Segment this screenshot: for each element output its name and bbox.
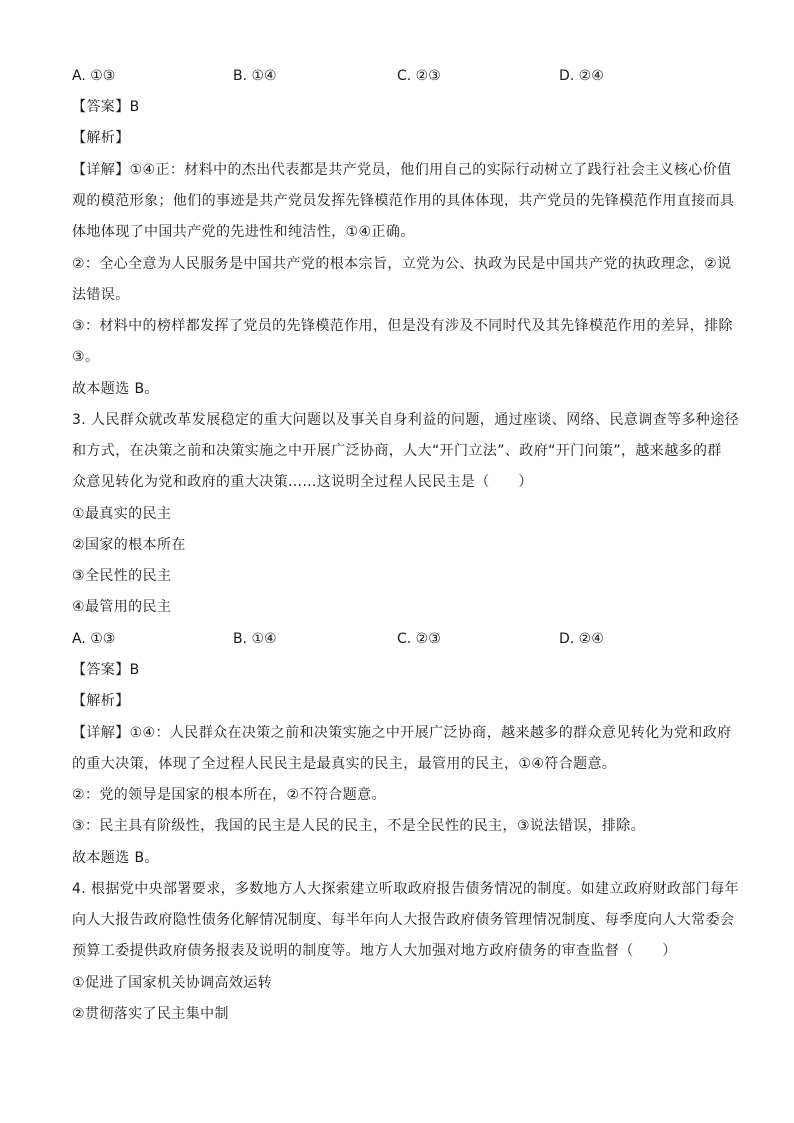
q2-option-c: C. ②③ bbox=[397, 68, 441, 84]
answer-label: 【答案】 bbox=[72, 99, 130, 115]
answer-value: B bbox=[129, 662, 140, 678]
q3-point2: ②：党的领导是国家的根本所在，②不符合题意。 bbox=[72, 787, 386, 803]
q3-option-c: C. ②③ bbox=[397, 631, 441, 647]
q3-option-d: D. ②④ bbox=[559, 631, 604, 647]
q2-answer bbox=[72, 97, 140, 117]
q2-point2-line-1: ②：全心全意为人民服务是中国共产党的根本宗旨，立党为公、执政为民是中国共产党的执政理念，②说 bbox=[72, 256, 732, 272]
q4-statement-1: ①促进了国家机关协调高效运转 bbox=[72, 975, 273, 991]
q2-option-d: D. ②④ bbox=[559, 68, 604, 84]
q3-point3: ③：民主具有阶级性，我国的民主是人民的民主，不是全民性的民主，③说法错误，排除。 bbox=[72, 818, 646, 834]
q2-detail-line-1 bbox=[72, 160, 732, 180]
q2-detail-line-2: 观的模范形象；他们的事迹是共产党员发挥先锋模范作用的具体体现，共产党员的先锋模范作用直接而具 bbox=[72, 193, 735, 209]
q4-stem-line-1: 4. 根据党中央部署要求，多数地方人大探索建立听取政府报告债务情况的制度。如建立政府财政部门每年 bbox=[72, 881, 740, 897]
q4-stem-line-3: 预算工委提供政府债务报表及说明的制度等。地方人大加强对地方政府债务的审查监督（ ） bbox=[72, 943, 677, 959]
q2-detail-line-3: 体地体现了中国共产党的先进性和纯洁性，①④正确。 bbox=[72, 224, 415, 240]
answer-label: 【答案】 bbox=[72, 662, 130, 678]
q3-answer bbox=[72, 660, 140, 680]
q3-conclusion: 故本题选 B。 bbox=[72, 850, 159, 866]
q3-options bbox=[72, 629, 724, 649]
q3-analysis-label: 【解析】 bbox=[72, 693, 130, 709]
q2-point3-line-2: ③。 bbox=[72, 349, 100, 365]
q2-option-b: B. ①④ bbox=[233, 68, 277, 84]
q2-options bbox=[72, 66, 724, 86]
q3-stem-line-1: 3. 人民群众就改革发展稳定的重大问题以及事关自身利益的问题，通过座谈、网络、民意调查等多种途径 bbox=[72, 412, 740, 428]
q3-statement-4: ④最管用的民主 bbox=[72, 599, 172, 615]
q3-stem-line-2: 和方式，在决策之前和决策实施之中开展广泛协商，人大“开门立法”、政府“开门问策”，越来越多的群 bbox=[72, 443, 722, 459]
detail-text: ①④正：材料中的杰出代表都是共产党员，他们用自己的实际行动树立了践行社会主义核心价值 bbox=[129, 162, 732, 178]
q2-analysis-label: 【解析】 bbox=[72, 130, 130, 146]
q2-point3-line-1: ③：材料中的榜样都发挥了党员的先锋模范作用，但是没有涉及不同时代及其先锋模范作用的差异，排除 bbox=[72, 318, 733, 334]
q3-option-b: B. ①④ bbox=[233, 631, 277, 647]
detail-label: 【详解】 bbox=[72, 162, 130, 178]
q3-detail-line-1 bbox=[72, 723, 732, 743]
q2-conclusion: 故本题选 B。 bbox=[72, 381, 159, 397]
answer-value: B bbox=[129, 99, 140, 115]
q2-option-a: A. ①③ bbox=[72, 68, 116, 84]
q3-detail-line-2: 的重大决策，体现了全过程人民民主是最真实的民主，最管用的民主，①④符合题意。 bbox=[72, 756, 617, 772]
q4-statement-2: ②贯彻落实了民主集中制 bbox=[72, 1006, 229, 1022]
q3-statement-2: ②国家的根本所在 bbox=[72, 537, 186, 553]
q3-statement-3: ③全民性的民主 bbox=[72, 568, 172, 584]
detail-label: 【详解】 bbox=[72, 725, 130, 741]
q4-stem-line-2: 向人大报告政府隐性债务化解情况制度、每半年向人大报告政府债务管理情况制度、每季度向人大常委会 bbox=[72, 912, 735, 928]
detail-text: ①④：人民群众在决策之前和决策实施之中开展广泛协商，越来越多的群众意见转化为党和政府 bbox=[129, 725, 732, 741]
q3-statement-1: ①最真实的民主 bbox=[72, 506, 172, 522]
q3-option-a: A. ①③ bbox=[72, 631, 116, 647]
q3-stem-line-3: 众意见转化为党和政府的重大决策……这说明全过程人民民主是（ ） bbox=[72, 474, 533, 490]
q2-point2-line-2: 法错误。 bbox=[72, 287, 130, 303]
